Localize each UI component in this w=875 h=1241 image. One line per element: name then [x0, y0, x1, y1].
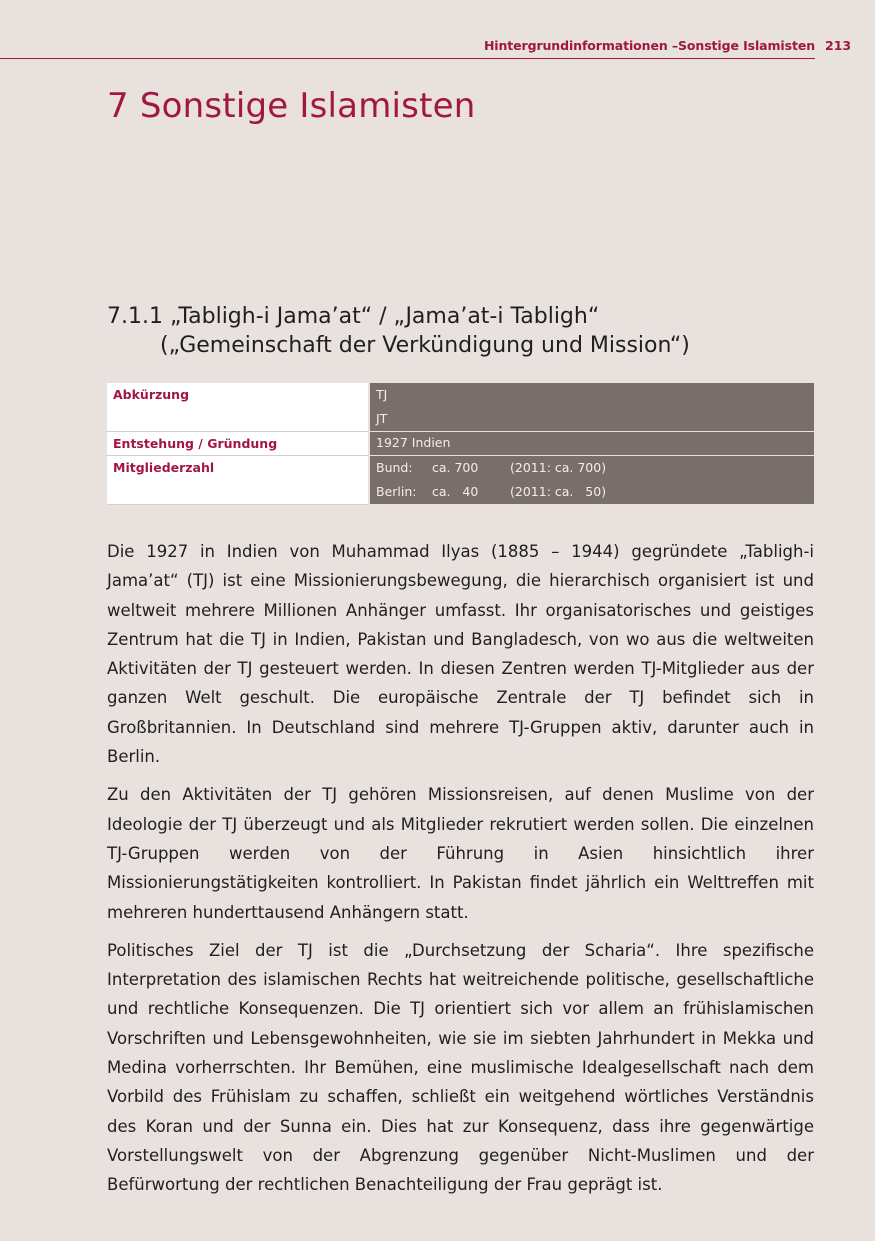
info-value: [369, 383, 814, 432]
info-value: [369, 456, 814, 505]
info-label: Mitgliederzahl: [107, 456, 369, 505]
member-row: [376, 480, 808, 504]
member-row: [376, 456, 808, 480]
info-value: [369, 432, 814, 456]
info-row-founding: [107, 432, 814, 456]
running-header: [0, 38, 815, 59]
body-text: [107, 537, 814, 1209]
member-prior: (2011: ca. 50): [510, 484, 607, 499]
info-table: [107, 383, 814, 505]
section-title-line1: 7.1.1 „Tabligh-i Jama’at“ / „Jama’at-i Tabligh“: [107, 304, 600, 329]
page-number: 213: [825, 38, 852, 53]
info-row-abbreviation: [107, 383, 814, 432]
paragraph: Die 1927 in Indien von Muhammad Ilyas (1885 – 1944) gegründete „Tabligh-i Jama’at“ (TJ) ist eine Missionierungsbewegung, die hierarchisch organisiert ist und weltweit mehrere Millionen Anhänger umfasst. Ihr organisatorisches und geistiges Zentrum hat die TJ in Indien, Pakistan und Bangladesch, von wo aus die weltweiten Aktivitäten der TJ gesteuert werden. In diesen Zentren werden TJ-Mitglieder aus der ganzen Welt geschult. Die europäische Zentrale der TJ befindet sich in Großbritannien. In Deutschland sind mehrere TJ-Gruppen aktiv, darunter auch in Berlin.: [107, 542, 814, 767]
member-region: Bund:: [376, 460, 413, 475]
info-value-line: JT: [376, 411, 388, 426]
member-prior: (2011: ca. 700): [510, 460, 607, 475]
paragraph: Zu den Aktivitäten der TJ gehören Missionsreisen, auf denen Muslime von der Ideologie der TJ überzeugt und als Mitglieder rekrutiert werden sollen. Die einzelnen TJ-Gruppen werden von der Führung in Asien hinsichtlich ihrer Missionierungstätigkeiten kontrolliert. In Pakistan findet jährlich ein Welttreffen mit mehreren hunderttausend Anhängern statt.: [107, 785, 814, 922]
info-label: Entstehung / Gründung: [107, 432, 369, 456]
info-value-line: 1927 Indien: [376, 435, 451, 450]
section-title: [107, 302, 690, 360]
member-count: ca. 40: [432, 484, 479, 499]
paragraph: Politisches Ziel der TJ ist die „Durchsetzung der Scharia“. Ihre spezifische Interpretation des islamischen Rechts hat weitreichende politische, gesellschaftliche und rechtliche Konsequenzen. Die TJ orientiert sich vor allem an frühislamischen Vorschriften und Lebensgewohnheiten, wie sie im siebten Jahrhundert in Mekka und Medina vorherrschten. Ihr Bemühen, eine muslimische Idealgesellschaft nach dem Vorbild des Frühislam zu schaffen, schließt ein weitgehend wörtliches Verständnis des Koran und der Sunna ein. Dies hat zur Konsequenz, dass ihre gegenwärtige Vorstellungswelt von der Abgrenzung gegenüber Nicht-Muslimen und der Befürwortung der rechtlichen Benachteiligung der Frau geprägt ist.: [107, 940, 814, 1195]
info-label: Abkürzung: [107, 383, 369, 432]
running-title: Hintergrundinformationen –Sonstige Islamisten: [483, 38, 815, 53]
member-region: Berlin:: [376, 484, 417, 499]
info-value-line: TJ: [376, 387, 388, 402]
info-row-members: [107, 456, 814, 505]
section-title-line2: („Gemeinschaft der Verkündigung und Mission“): [160, 333, 690, 358]
member-count: ca. 700: [432, 460, 479, 475]
chapter-title: 7 Sonstige Islamisten: [107, 86, 476, 126]
